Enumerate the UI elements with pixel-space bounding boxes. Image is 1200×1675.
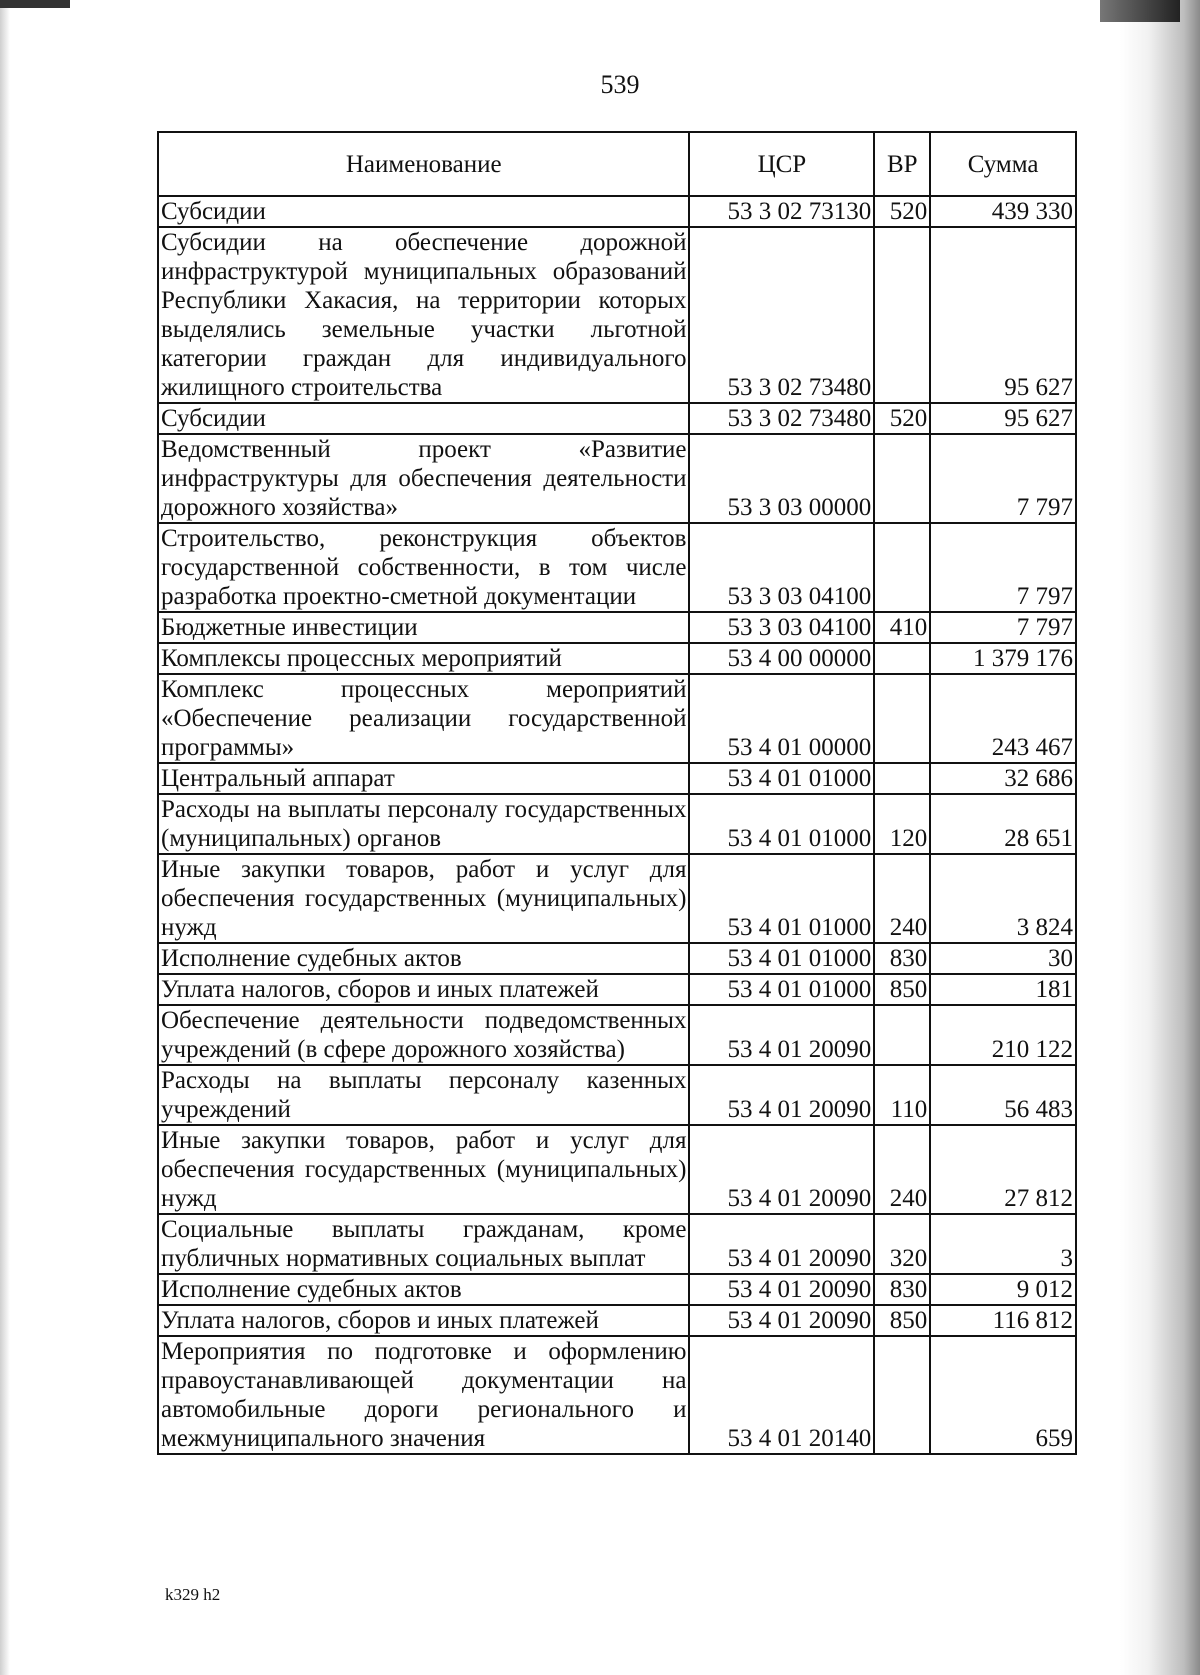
table-row (158, 943, 1076, 974)
row-vr: 120 (874, 794, 930, 854)
header-name: Наименование (158, 132, 689, 196)
row-csr: 53 4 00 00000 (689, 643, 874, 674)
row-sum: 3 (930, 1214, 1076, 1274)
table-row (158, 523, 1076, 612)
row-csr: 53 4 01 01000 (689, 974, 874, 1005)
budget-table (157, 131, 1077, 1455)
table-row (158, 763, 1076, 794)
row-vr: 110 (874, 1065, 930, 1125)
row-sum: 1 379 176 (930, 643, 1076, 674)
row-vr: 830 (874, 943, 930, 974)
row-sum: 7 797 (930, 523, 1076, 612)
scan-edge-left (0, 0, 10, 1675)
row-sum: 7 797 (930, 612, 1076, 643)
row-name: Комплекс процессных мероприятий «Обеспечение реализации государственной программы» (158, 674, 689, 763)
row-csr: 53 4 01 20090 (689, 1305, 874, 1336)
scan-edge-right (1120, 0, 1200, 1675)
row-name: Субсидии на обеспечение дорожной инфраструктурой муниципальных образований Республики Хакасия, на территории которых выделялись земельные участки льготной категории граждан для индивидуального жилищного строительства (158, 227, 689, 403)
row-sum: 28 651 (930, 794, 1076, 854)
row-csr: 53 4 01 01000 (689, 854, 874, 943)
row-name: Уплата налогов, сборов и иных платежей (158, 974, 689, 1005)
row-csr: 53 4 01 00000 (689, 674, 874, 763)
row-name: Иные закупки товаров, работ и услуг для обеспечения государственных (муниципальных) нужд (158, 854, 689, 943)
row-sum: 243 467 (930, 674, 1076, 763)
row-name: Расходы на выплаты персоналу государственных (муниципальных) органов (158, 794, 689, 854)
table-row (158, 1336, 1076, 1454)
table-row (158, 1125, 1076, 1214)
row-vr: 850 (874, 974, 930, 1005)
row-name: Строительство, реконструкция объектов государственной собственности, в том числе разработка проектно-сметной документации (158, 523, 689, 612)
row-sum: 116 812 (930, 1305, 1076, 1336)
row-vr: 830 (874, 1274, 930, 1305)
table-row (158, 403, 1076, 434)
row-sum: 32 686 (930, 763, 1076, 794)
table-row (158, 794, 1076, 854)
row-csr: 53 4 01 20090 (689, 1274, 874, 1305)
row-vr: 240 (874, 854, 930, 943)
row-vr (874, 227, 930, 403)
scan-corner-top-right (1100, 0, 1180, 22)
row-name: Исполнение судебных актов (158, 1274, 689, 1305)
row-vr: 520 (874, 196, 930, 227)
row-sum: 3 824 (930, 854, 1076, 943)
table-row (158, 1065, 1076, 1125)
row-vr (874, 643, 930, 674)
row-name: Бюджетные инвестиции (158, 612, 689, 643)
table-row (158, 196, 1076, 227)
row-sum: 210 122 (930, 1005, 1076, 1065)
header-vr: ВР (874, 132, 930, 196)
header-sum: Сумма (930, 132, 1076, 196)
table-row (158, 1305, 1076, 1336)
table-row (158, 434, 1076, 523)
table-row (158, 854, 1076, 943)
row-vr: 410 (874, 612, 930, 643)
row-sum: 7 797 (930, 434, 1076, 523)
table-row (158, 974, 1076, 1005)
row-csr: 53 3 03 04100 (689, 523, 874, 612)
row-csr: 53 3 02 73130 (689, 196, 874, 227)
table-row (158, 612, 1076, 643)
row-csr: 53 4 01 20090 (689, 1125, 874, 1214)
table-row (158, 643, 1076, 674)
row-csr: 53 4 01 20090 (689, 1214, 874, 1274)
row-name: Социальные выплаты гражданам, кроме публичных нормативных социальных выплат (158, 1214, 689, 1274)
page-number: 539 (600, 70, 640, 99)
row-name: Исполнение судебных актов (158, 943, 689, 974)
row-csr: 53 3 02 73480 (689, 227, 874, 403)
scan-corner-top-left (0, 0, 70, 8)
table-row (158, 674, 1076, 763)
row-name: Иные закупки товаров, работ и услуг для обеспечения государственных (муниципальных) нужд (158, 1125, 689, 1214)
table-row (158, 1214, 1076, 1274)
row-vr (874, 674, 930, 763)
row-csr: 53 4 01 20140 (689, 1336, 874, 1454)
table-header-row (158, 132, 1076, 196)
row-sum: 181 (930, 974, 1076, 1005)
row-name: Расходы на выплаты персоналу казенных учреждений (158, 1065, 689, 1125)
header-csr: ЦСР (689, 132, 874, 196)
row-sum: 95 627 (930, 227, 1076, 403)
row-csr: 53 4 01 20090 (689, 1065, 874, 1125)
row-name: Центральный аппарат (158, 763, 689, 794)
row-vr (874, 1005, 930, 1065)
row-csr: 53 4 01 20090 (689, 1005, 874, 1065)
row-name: Ведомственный проект «Развитие инфраструктуры для обеспечения деятельности дорожного хозяйства» (158, 434, 689, 523)
row-name: Уплата налогов, сборов и иных платежей (158, 1305, 689, 1336)
row-csr: 53 3 03 04100 (689, 612, 874, 643)
row-name: Субсидии (158, 403, 689, 434)
row-csr: 53 4 01 01000 (689, 794, 874, 854)
row-csr: 53 3 02 73480 (689, 403, 874, 434)
row-sum: 659 (930, 1336, 1076, 1454)
row-sum: 95 627 (930, 403, 1076, 434)
row-vr: 240 (874, 1125, 930, 1214)
row-csr: 53 3 03 00000 (689, 434, 874, 523)
row-vr: 520 (874, 403, 930, 434)
row-sum: 30 (930, 943, 1076, 974)
row-sum: 56 483 (930, 1065, 1076, 1125)
table-row (158, 1005, 1076, 1065)
row-vr (874, 1336, 930, 1454)
row-name: Субсидии (158, 196, 689, 227)
row-vr: 850 (874, 1305, 930, 1336)
table-row (158, 227, 1076, 403)
row-sum: 439 330 (930, 196, 1076, 227)
row-name: Обеспечение деятельности подведомственных учреждений (в сфере дорожного хозяйства) (158, 1005, 689, 1065)
row-csr: 53 4 01 01000 (689, 943, 874, 974)
row-vr (874, 763, 930, 794)
row-sum: 9 012 (930, 1274, 1076, 1305)
row-sum: 27 812 (930, 1125, 1076, 1214)
table-row (158, 1274, 1076, 1305)
footer-code: k329 h2 (165, 1585, 221, 1604)
row-vr (874, 434, 930, 523)
row-name: Комплексы процессных мероприятий (158, 643, 689, 674)
row-vr: 320 (874, 1214, 930, 1274)
row-csr: 53 4 01 01000 (689, 763, 874, 794)
row-name: Мероприятия по подготовке и оформлению правоустанавливающей документации на автомобильные дороги регионального и межмуниципального значения (158, 1336, 689, 1454)
row-vr (874, 523, 930, 612)
